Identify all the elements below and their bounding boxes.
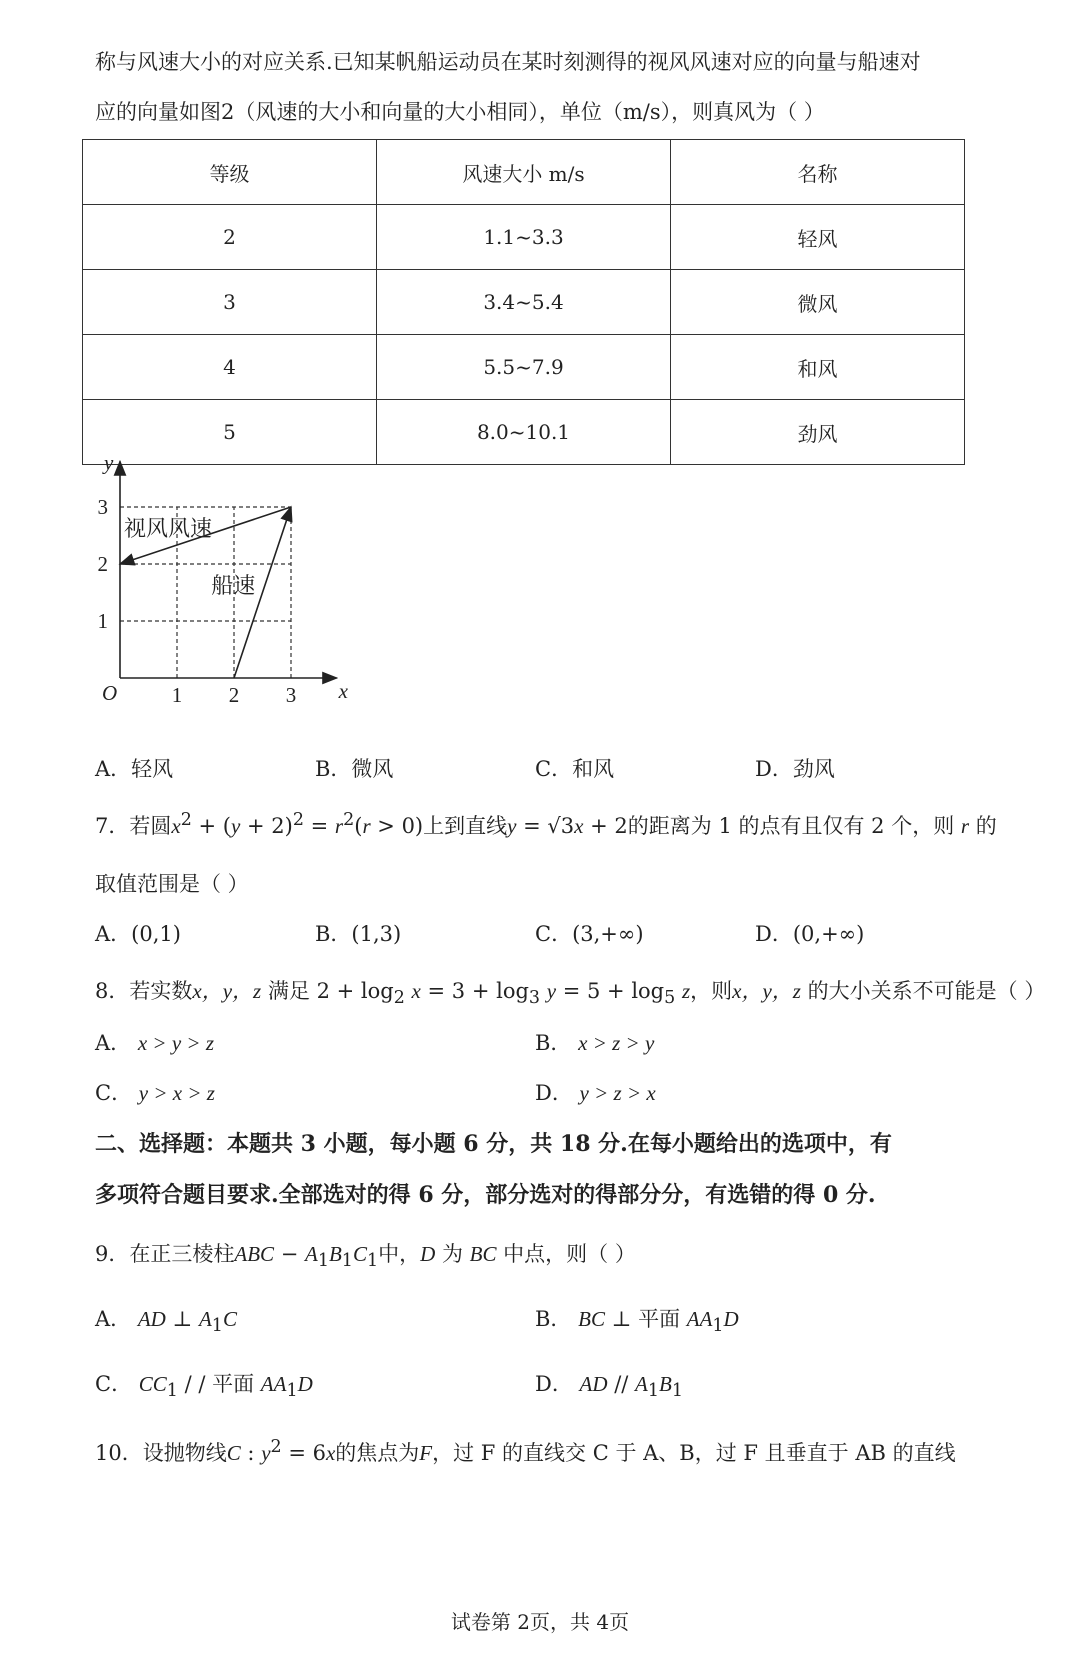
q8-prefix: 8．若实数 (95, 979, 193, 1003)
q9-mid2: 为 (441, 1242, 463, 1266)
y-tick-label: 2 (97, 552, 108, 576)
vector-diagram (90, 450, 360, 738)
q7-suffix2: 的 (975, 814, 997, 838)
q9-bc: BC (469, 1242, 497, 1266)
q10-stem (95, 1437, 956, 1467)
x-tick-label: 3 (285, 683, 297, 707)
table-row (83, 270, 965, 335)
q8-option-d: D． y > z > x (535, 1081, 656, 1105)
table-cell: 1.1~3.3 (377, 205, 671, 270)
q6-option-c: C．和风 (535, 757, 615, 781)
q7-prefix: 7．若圆 (95, 814, 172, 838)
q10-suffix: 的焦点为 (335, 1441, 420, 1465)
table-cell: 5 (83, 400, 377, 465)
q9-d: D (420, 1242, 436, 1266)
page-footer: 试卷第 2页，共 4页 (450, 1610, 630, 1634)
section2-line-1: 二、选择题：本题共 3 小题，每小题 6 分，共 18 分.在每小题给出的选项中，有 (95, 1131, 892, 1157)
x-tick-label: 1 (171, 683, 183, 707)
q7-line-eq: y = √3x + 2 (507, 814, 628, 838)
table-row (83, 335, 965, 400)
x-tick-label: 2 (228, 683, 240, 707)
q7-option-a: A．(0,1) (95, 922, 181, 946)
table-cell: 微风 (671, 270, 965, 335)
intro-line-2: 应的向量如图2（风速的大小和向量的大小相同），单位（m/s），则真风为（ ） (95, 100, 825, 124)
q8-vars: x，y，z (192, 979, 262, 1003)
vector-label-boat-speed: 船速 (211, 573, 256, 599)
q8-option-a: A． x > y > z (95, 1031, 215, 1055)
q7-option-c: C．(3,+∞) (535, 922, 644, 946)
table-cell: 和风 (671, 335, 965, 400)
table-header-cell: 等级 (83, 140, 377, 205)
x-axis-label: x (338, 679, 348, 703)
section2-line-2: 多项符合题目要求.全部选对的得 6 分，部分选对的得部分分，有选错的得 0 分. (95, 1182, 876, 1208)
q8-stem (95, 975, 1045, 1008)
table-header-row (83, 140, 965, 205)
q6-option-d: D．劲风 (755, 757, 835, 781)
intro-line-1: 称与风速大小的对应关系.已知某帆船运动员在某时刻测得的视风风速对应的向量与船速对 (95, 50, 921, 74)
table-cell: 劲风 (671, 400, 965, 465)
table-header-cell: 风速大小 m/s (377, 140, 671, 205)
q10-f: F (419, 1441, 433, 1465)
q7-option-b: B．(1,3) (315, 922, 402, 946)
q7-r: r (960, 814, 970, 838)
q8-option-c: C． y > x > z (95, 1081, 215, 1105)
q7-line-2: 取值范围是（ ） (95, 872, 249, 896)
q7-middle: 上到直线 (423, 814, 508, 838)
table-row (83, 205, 965, 270)
table-cell: 3 (83, 270, 377, 335)
q9-option-a: A． AD ⊥ $A_1C$ (95, 1307, 237, 1337)
q10-prefix: 10．设抛物线 (95, 1441, 227, 1465)
table-cell: 4 (83, 335, 377, 400)
q7-stem (95, 810, 997, 840)
y-tick-label: 3 (97, 495, 108, 519)
table-cell: 5.5~7.9 (377, 335, 671, 400)
table-cell: 8.0~10.1 (377, 400, 671, 465)
q9-prism: ABC − $A_1B_1C_1$ (234, 1242, 379, 1272)
q8-vars-2: x，y，z (732, 979, 801, 1003)
q9-option-c: C． $CC_1$ / / 平面 $AA_1D$ (95, 1372, 313, 1402)
table-cell: 轻风 (671, 205, 965, 270)
q8-suffix2: 的大小关系不可能是（ ） (807, 979, 1046, 1003)
q9-suffix: 中点，则（ ） (503, 1242, 636, 1266)
table-cell: 3.4~5.4 (377, 270, 671, 335)
q9-option-d: D． AD // $A_1B_1$ (535, 1372, 683, 1402)
q6-option-b: B．微风 (315, 757, 394, 781)
q9-option-b: B． BC ⊥ 平面 $AA_1D$ (535, 1307, 739, 1337)
q8-equation: $2 + \log_2 x = 3 + \log_3 y = 5 + \log_5 z$ (316, 979, 691, 1009)
table-cell: 2 (83, 205, 377, 270)
q7-suffix: 的距离为 1 的点有且仅有 2 个，则 (627, 814, 955, 838)
table-row (83, 400, 965, 465)
q7-circle-eq: $x^2 + (y + 2)^2 = r^2(r > 0)$ (171, 810, 424, 838)
q8-middle: 满足 (267, 979, 310, 1003)
y-tick-label: 1 (97, 609, 108, 633)
q10-parabola: C : $y^2 = 6x$ (226, 1437, 336, 1465)
q9-prefix: 9．在正三棱柱 (95, 1242, 235, 1266)
q8-suffix: ，则 (690, 979, 733, 1003)
origin-label: O (102, 681, 118, 705)
q6-option-a: A．轻风 (95, 757, 174, 781)
q8-option-b: B． x > z > y (535, 1031, 655, 1055)
y-axis-label: y (104, 450, 114, 475)
q7-option-d: D．(0,+∞) (755, 922, 865, 946)
vector-label-apparent-wind: 视风风速 (124, 516, 213, 542)
table-header-cell: 名称 (671, 140, 965, 205)
q9-stem (95, 1238, 636, 1271)
wind-scale-table (82, 139, 965, 465)
q9-middle: 中， (378, 1242, 421, 1266)
q10-rest: ，过 F 的直线交 C 于 A、B，过 F 且垂直于 AB 的直线 (432, 1441, 956, 1465)
